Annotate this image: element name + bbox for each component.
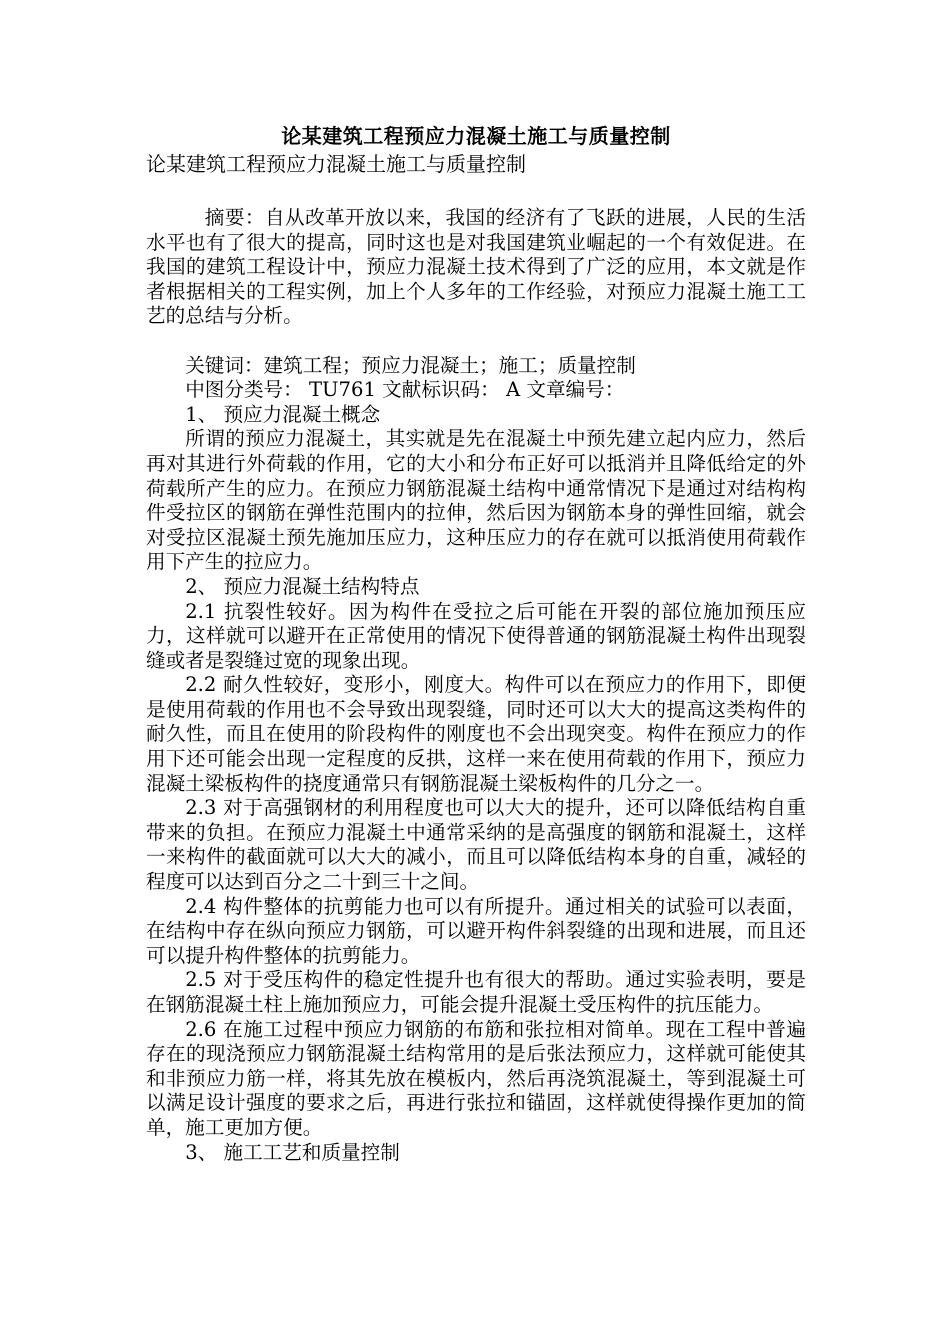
body-paragraph: 2.1 抗裂性较好。因为构件在受拉之后可能在开裂的部位施加预压应力，这样就可以避开在正常使用的情况下使得普通的钢筋混凝土构件出现裂缝或者是裂缝过宽的现象出现。: [146, 599, 806, 672]
blank-line: [146, 178, 806, 206]
body-paragraph: 2.3 对于高强钢材的利用程度也可以大大的提升，还可以降低结构自重带来的负担。在预应力混凝土中通常采纳的是高强度的钢筋和混凝土，这样一来构件的截面就可以大大的减小，而且可以降低结构本身的自重，减轻的程度可以达到百分之二十到三十之间。: [146, 796, 806, 894]
keywords-line: 关键词：建筑工程；预应力混凝土；施工；质量控制: [185, 353, 636, 377]
section-heading: 2、 预应力混凝土结构特点: [185, 574, 420, 598]
body-paragraph: 2.5 对于受压构件的稳定性提升也有很大的帮助。通过实验表明，要是在钢筋混凝土柱上施加预应力，可能会提升混凝土受压构件的抗压能力。: [146, 968, 806, 1016]
body-paragraph: 2.6 在施工过程中预应力钢筋的布筋和张拉相对简单。现在工程中普遍存在的现浇预应力钢筋混凝土结构常用的是后张法预应力，这样就可能使其和非预应力筋一样，将其先放在模板内，然后再浇筑混凝土，等到混凝土可以满足设计强度的要求之后，再进行张拉和锚固，这样就使得操作更加的简单，施工更加方便。: [146, 1017, 806, 1139]
document-subtitle: 论某建筑工程预应力混凝土施工与质量控制: [146, 152, 526, 176]
abstract-paragraph: 摘要：自从改革开放以来，我国的经济有了飞跃的进展，人民的生活水平也有了很大的提高，同时这也是对我国建筑业崛起的一个有效促进。在我国的建筑工程设计中，预应力混凝土技术得到了广泛的应用，本文就是作者根据相关的工程实例，加上个人多年的工作经验，对预应力混凝土施工工艺的总结与分析。: [146, 206, 806, 328]
section-heading: 1、 预应力混凝土概念: [185, 402, 381, 426]
section-heading: 3、 施工工艺和质量控制: [185, 1140, 400, 1164]
blank-line: [146, 329, 806, 354]
body-paragraph: 所谓的预应力混凝土，其实就是先在混凝土中预先建立起内应力，然后再对其进行外荷载的作用，它的大小和分布正好可以抵消并且降低给定的外荷载所产生的应力。在预应力钢筋混凝土结构中通常情况下是通过对结构构件受拉区的钢筋在弹性范围内的拉伸，然后因为钢筋本身的弹性回缩，就会对受拉区混凝土预先施加压应力，这种压应力的存在就可以抵消使用荷载作用下产生的拉应力。: [146, 427, 806, 574]
body-paragraph: 2.4 构件整体的抗剪能力也可以有所提升。通过相关的试验可以表面，在结构中存在纵向预应力钢筋，可以避开构件斜裂缝的出现和进展，而且还可以提升构件整体的抗剪能力。: [146, 894, 806, 967]
document-page: [146, 122, 806, 1165]
classification-line: 中图分类号： TU761 文献标识码： A 文章编号：: [185, 378, 625, 402]
body-paragraph: 2.2 耐久性较好，变形小，刚度大。构件可以在预应力的作用下，即便是使用荷载的作用也不会导致出现裂缝，同时还可以大大的提高这类构件的耐久性，而且在使用的阶段构件的刚度也不会出现突变。构件在预应力的作用下还可能会出现一定程度的反拱，这样一来在使用荷载的作用下，预应力混凝土梁板构件的挠度通常只有钢筋混凝土梁板构件的几分之一。: [146, 673, 806, 795]
document-title: 论某建筑工程预应力混凝土施工与质量控制: [281, 124, 671, 148]
